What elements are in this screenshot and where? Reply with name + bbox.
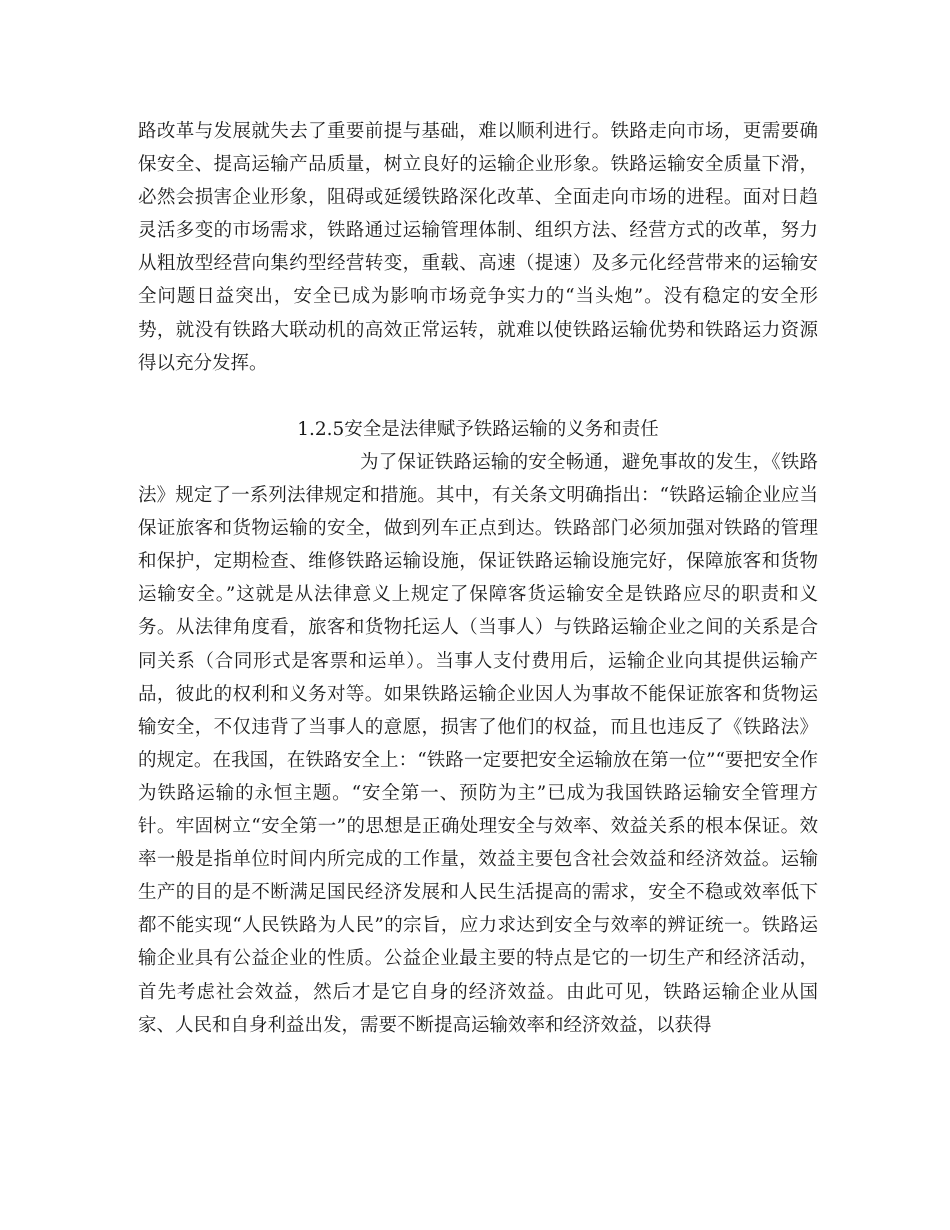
body-paragraph: 路改革与发展就失去了重要前提与基础，难以顺利进行。铁路走向市场，更需要确保安全、提高运输产品质量，树立良好的运输企业形象。铁路运输安全质量下滑，必然会损害企业形象，阻碍或延缓铁路深化改革、全面走向市场的进程。面对日趋灵活多变的市场需求，铁路通过运输管理体制、组织方法、经营方式的改革，努力从粗放型经营向集约型经营转变，重载、高速（提速）及多元化经营带来的运输安全问题日益突出，安全已成为影响市场竞争实力的“当头炮”。没有稳定的安全形势，就没有铁路大联动机的高效正常运转，就难以使铁路运输优势和铁路运力资源得以充分发挥。 bbox=[138, 121, 818, 374]
body-paragraph: 为了保证铁路运输的安全畅通，避免事故的发生，《铁路法》规定了一系列法律规定和措施。其中，有关条文明确指出：“铁路运输企业应当保证旅客和货物运输的安全，做到列车正点到达。铁路部门必须加强对铁路的管理和保护，定期检查、维修铁路运输设施，保证铁路运输设施完好，保障旅客和货物运输安全。”这就是从法律意义上规定了保障客货运输安全是铁路应尽的职责和义务。从法律角度看，旅客和货物托运人（当事人）与铁路运输企业之间的关系是合同关系（合同形式是客票和运单）。当事人支付费用后，运输企业向其提供运输产品，彼此的权利和义务对等。如果铁路运输企业因人为事故不能保证旅客和货物运输安全，不仅违背了当事人的意愿，损害了他们的权益，而且也违反了《铁路法》的规定。在我国，在铁路安全上：“铁路一定要把安全运输放在第一位”“要把安全作为铁路运输的永恒主题。“安全第一、预防为主”已成为我国铁路运输安全管理方针。牢固树立“安全第一”的思想是正确处理安全与效率、效益关系的根本保证。效率一般是指单位时间内所完成的工作量，效益主要包含社会效益和经济效益。运输生产的目的是不断满足国民经济发展和人民生活提高的需求，安全不稳或效率低下都不能实现“人民铁路为人民”的宗旨，应力求达到安全与效率的辨证统一。铁路运输企业具有公益企业的性质。公益企业最主要的特点是它的一切生产和经济活动，首先考虑社会效益，然后才是它自身的经济效益。由此可见，铁路运输企业从国家、人民和自身利益出发，需要不断提高运输效率和经济效益，以获得 bbox=[138, 452, 818, 1036]
section-heading: 1.2.5安全是法律赋予铁路运输的义务和责任 bbox=[297, 419, 659, 440]
